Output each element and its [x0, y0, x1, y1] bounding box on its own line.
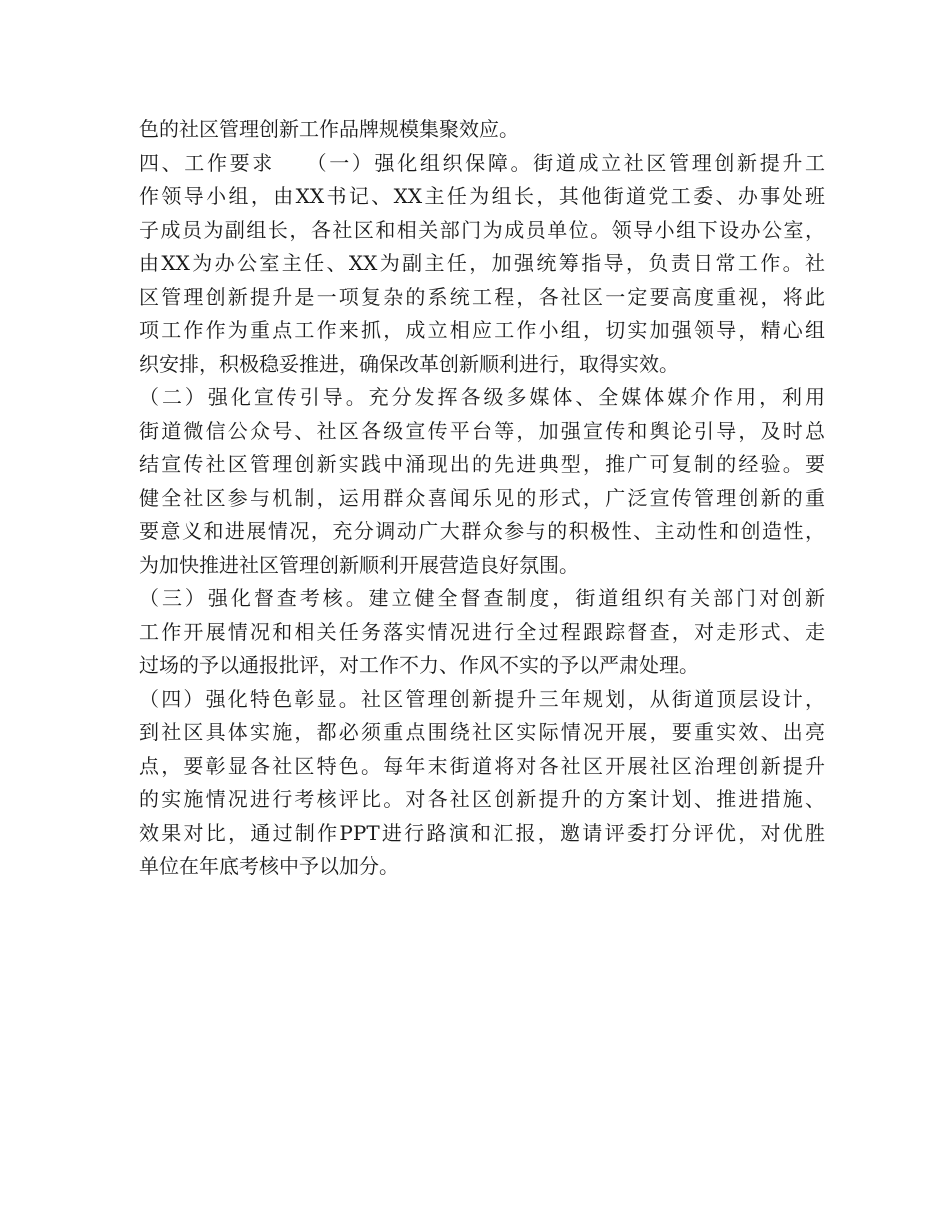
text-line: （四）强化特色彰显。社区管理创新提升三年规划，从街道顶层设计，	[139, 686, 825, 711]
text-line: 织安排，积极稳妥推进，确保改革创新顺利进行，取得实效。	[139, 351, 679, 376]
document-body	[139, 113, 825, 884]
text-line: 单位在年底考核中予以加分。	[139, 854, 399, 878]
text-line: 项工作作为重点工作来抓，成立相应工作小组，切实加强领导，精心组	[139, 318, 825, 342]
text-line: 区管理创新提升是一项复杂的系统工程，各社区一定要高度重视，将此	[139, 284, 825, 309]
text-line: 过场的予以通报批评，对工作不力、作风不实的予以严肃处理。	[139, 653, 699, 677]
text-line: 四、工作要求 （一）强化组织保障。街道成立社区管理创新提升工	[139, 150, 825, 175]
text-line: 效果对比，通过制作PPT进行路演和汇报，邀请评委打分评优，对优胜	[139, 820, 825, 845]
text-line: （三）强化督查考核。建立健全督查制度，街道组织有关部门对创新	[139, 586, 825, 610]
text-line: （二）强化宣传引导。充分发挥各级多媒体、全媒体媒介作用，利用	[139, 385, 825, 409]
text-line: 由XX为办公室主任、XX为副主任，加强统筹指导，负责日常工作。社	[139, 251, 825, 275]
text-line: 点，要彰显各社区特色。每年末街道将对各社区开展社区治理创新提升	[139, 753, 825, 778]
text-line: 到社区具体实施，都必须重点围绕社区实际情况开展，要重实效、出亮	[139, 720, 825, 744]
text-line: 健全社区参与机制，运用群众喜闻乐见的形式，广泛宣传管理创新的重	[139, 485, 825, 510]
text-line: 结宣传社区管理创新实践中涌现出的先进典型，推广可复制的经验。要	[139, 452, 825, 476]
text-line: 的实施情况进行考核评比。对各社区创新提升的方案计划、推进措施、	[139, 787, 825, 811]
text-line: 作领导小组，由XX书记、XX主任为组长，其他街道党工委、办事处班	[139, 184, 825, 208]
text-line: 色的社区管理创新工作品牌规模集聚效应。	[139, 117, 519, 141]
text-line: 为加快推进社区管理创新顺利开展营造良好氛围。	[139, 552, 579, 577]
text-line: 街道微信公众号、社区各级宣传平台等，加强宣传和舆论引导，及时总	[139, 418, 825, 443]
text-line: 要意义和进展情况，充分调动广大群众参与的积极性、主动性和创造性，	[139, 519, 825, 543]
text-line: 子成员为副组长，各社区和相关部门为成员单位。领导小组下设办公室，	[139, 217, 825, 242]
text-line: 工作开展情况和相关任务落实情况进行全过程跟踪督查，对走形式、走	[139, 619, 825, 644]
